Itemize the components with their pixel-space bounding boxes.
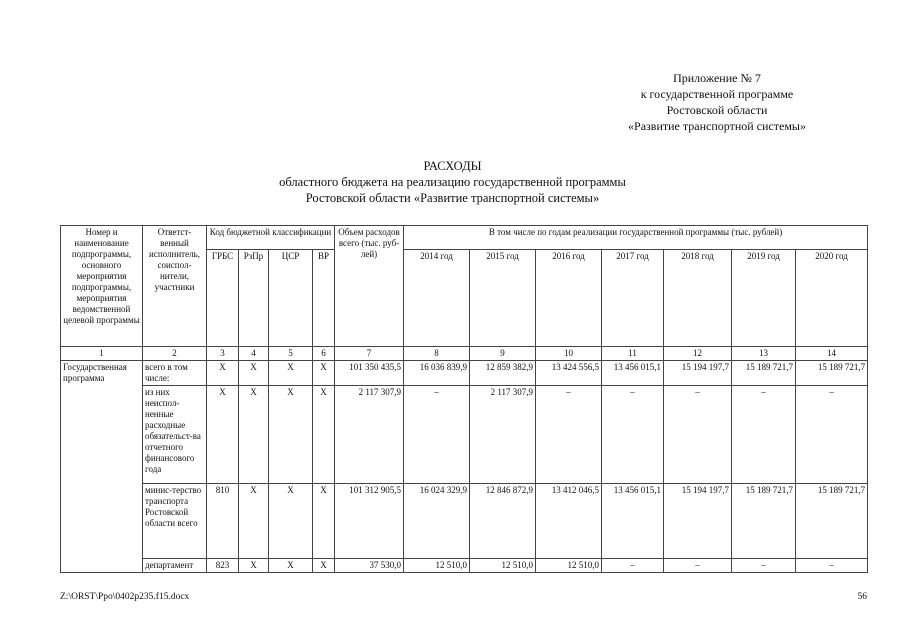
program-name: Государственная программа — [61, 361, 143, 573]
table-row — [61, 484, 868, 559]
rzpr-cell: X — [239, 361, 269, 386]
header-code-group: Код бюджетной классификации — [207, 226, 335, 250]
year-cell: 16 036 839,9 — [404, 361, 470, 386]
grbs-cell: X — [207, 361, 239, 386]
total-cell: 2 117 307,9 — [335, 386, 404, 484]
table-row — [61, 361, 868, 386]
year-cell: 16 024 329,9 — [404, 484, 470, 559]
header-year: 2018 год — [664, 250, 732, 347]
appendix-line: Ростовской области — [666, 103, 768, 117]
col-number: 9 — [470, 347, 536, 361]
col-number: 14 — [796, 347, 868, 361]
year-cell: 15 194 197,7 — [664, 361, 732, 386]
footer-file-path: Z:\ORST\Ppo\0402p235.f15.docx — [60, 592, 190, 602]
col-number: 10 — [536, 347, 602, 361]
year-cell: 12 510,0 — [470, 559, 536, 573]
header-year: 2015 год — [470, 250, 536, 347]
header-row — [61, 226, 868, 250]
year-cell: – — [796, 559, 868, 573]
col-number: 5 — [269, 347, 313, 361]
appendix-header — [567, 70, 867, 134]
year-cell: 2 117 307,9 — [470, 386, 536, 484]
document-title — [0, 158, 905, 206]
col-number: 11 — [602, 347, 664, 361]
csr-cell: X — [269, 361, 313, 386]
csr-cell: X — [269, 559, 313, 573]
year-cell: – — [664, 386, 732, 484]
year-cell: 15 189 721,7 — [796, 361, 868, 386]
vr-cell: X — [313, 559, 335, 573]
year-cell: 15 194 197,7 — [664, 484, 732, 559]
table-row — [61, 559, 868, 573]
title-line: РАСХОДЫ — [423, 159, 482, 173]
grbs-cell: 823 — [207, 559, 239, 573]
year-cell: – — [732, 386, 796, 484]
title-line: Ростовской области «Развитие транспортной системы» — [305, 191, 600, 205]
year-cell: – — [602, 386, 664, 484]
header-vr: ВР — [313, 250, 335, 347]
appendix-line: «Развитие транспортной системы» — [628, 119, 806, 133]
csr-cell: X — [269, 386, 313, 484]
col-number: 1 — [61, 347, 143, 361]
total-cell: 101 350 435,5 — [335, 361, 404, 386]
header-year: 2019 год — [732, 250, 796, 347]
year-cell: 12 846 872,9 — [470, 484, 536, 559]
year-cell: 13 412 046,5 — [536, 484, 602, 559]
year-cell: 13 456 015,1 — [602, 361, 664, 386]
rzpr-cell: X — [239, 484, 269, 559]
header-total: Объем расходов всего (тыс. руб-лей) — [335, 226, 404, 347]
page-number: 56 — [857, 592, 867, 602]
year-cell: 12 510,0 — [404, 559, 470, 573]
col-number: 6 — [313, 347, 335, 361]
header-grbs: ГРБС — [207, 250, 239, 347]
csr-cell: X — [269, 484, 313, 559]
rzpr-cell: X — [239, 386, 269, 484]
col-number: 7 — [335, 347, 404, 361]
header-years-group: В том числе по годам реализации государственной программы (тыс. рублей) — [404, 226, 868, 250]
appendix-line: Приложение № 7 — [673, 71, 761, 85]
vr-cell: X — [313, 361, 335, 386]
year-cell: – — [404, 386, 470, 484]
year-cell: 15 189 721,7 — [732, 484, 796, 559]
executor-cell: департамент — [143, 559, 207, 573]
year-cell: 15 189 721,7 — [796, 484, 868, 559]
appendix-line: к государственной программе — [640, 87, 794, 101]
header-executor: Ответст-венный исполнитель, соиспол-нители, участники — [143, 226, 207, 347]
year-cell: – — [664, 559, 732, 573]
grbs-cell: 810 — [207, 484, 239, 559]
col-number: 3 — [207, 347, 239, 361]
year-cell: 13 456 015,1 — [602, 484, 664, 559]
header-year: 2017 год — [602, 250, 664, 347]
year-cell: 12 510,0 — [536, 559, 602, 573]
total-cell: 37 530,0 — [335, 559, 404, 573]
year-cell: – — [732, 559, 796, 573]
vr-cell: X — [313, 386, 335, 484]
title-line: областного бюджета на реализацию государственной программы — [279, 175, 626, 189]
col-number: 8 — [404, 347, 470, 361]
col-number: 4 — [239, 347, 269, 361]
col-number: 12 — [664, 347, 732, 361]
col-number: 2 — [143, 347, 207, 361]
header-csr: ЦСР — [269, 250, 313, 347]
year-cell: 12 859 382,9 — [470, 361, 536, 386]
total-cell: 101 312 905,5 — [335, 484, 404, 559]
executor-cell: минис-терство транспорта Ростовской области всего — [143, 484, 207, 559]
header-name: Номер и наименование подпрограммы, основного мероприятия подпрограммы, мероприятия ведомственной целевой программы — [61, 226, 143, 347]
year-cell: 15 189 721,7 — [732, 361, 796, 386]
rzpr-cell: X — [239, 559, 269, 573]
header-rzpr: РзПр — [239, 250, 269, 347]
year-cell: 13 424 556,5 — [536, 361, 602, 386]
vr-cell: X — [313, 484, 335, 559]
year-cell: – — [536, 386, 602, 484]
header-year: 2014 год — [404, 250, 470, 347]
executor-cell: из них неиспол-ненные расходные обязательст-ва отчетного финансового года — [143, 386, 207, 484]
grbs-cell: X — [207, 386, 239, 484]
table-row — [61, 386, 868, 484]
header-year: 2020 год — [796, 250, 868, 347]
column-number-row — [61, 347, 868, 361]
year-cell: – — [602, 559, 664, 573]
budget-table — [60, 225, 868, 573]
executor-cell: всего в том числе: — [143, 361, 207, 386]
header-year: 2016 год — [536, 250, 602, 347]
col-number: 13 — [732, 347, 796, 361]
year-cell: – — [796, 386, 868, 484]
